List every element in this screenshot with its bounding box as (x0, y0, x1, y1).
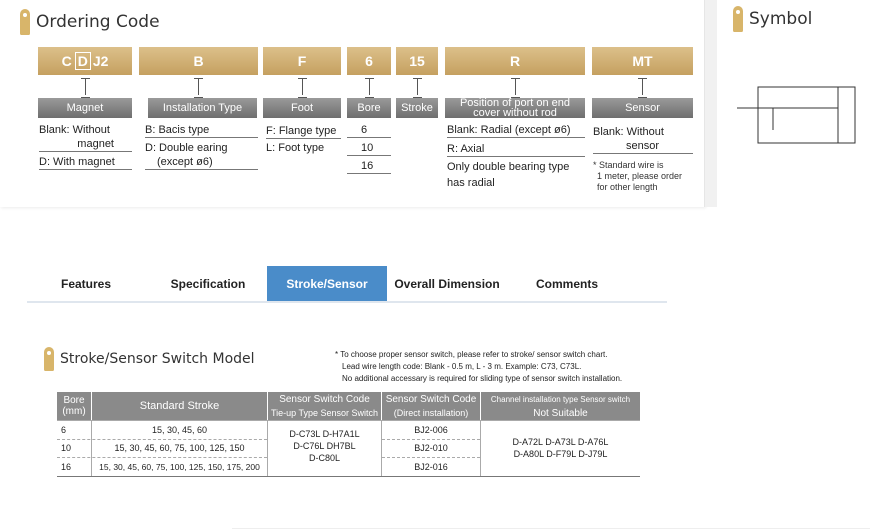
stroke-section-heading (44, 347, 255, 371)
code-box-foot: F (263, 47, 341, 75)
table-header-tieup: Sensor Switch Code (268, 392, 381, 406)
stroke-note: No additional accessary is required for sliding type of sensor switch installation. (342, 374, 623, 383)
section-tag-icon (44, 347, 54, 371)
connector-line (298, 78, 307, 96)
channel-code: D-A72L D-A73L D-A76L (512, 437, 609, 447)
magnet-option-blank-cont: magnet (39, 137, 132, 152)
tab-specification[interactable]: Specification (170, 276, 246, 291)
foot-option-f: F: Flange type (266, 124, 341, 139)
stroke-note: * To choose proper sensor switch, please refer to stroke/ sensor switch chart. (335, 350, 608, 359)
sensor-option-blank-cont: sensor (593, 139, 693, 154)
panel-separator (705, 0, 717, 207)
header-foot: Foot (263, 98, 341, 118)
table-header-channel-sub: Not Suitable (481, 406, 640, 420)
header-port (445, 98, 585, 118)
port-option-blank: Blank: Radial (except ø6) (447, 123, 585, 138)
tieup-code: D-C73L D-H7A1L (289, 429, 360, 439)
tieup-code: D-C76L DH7BL (293, 441, 356, 451)
magnet-option-d: D: With magnet (39, 155, 132, 170)
page-divider (232, 528, 870, 529)
code-box-bore: 6 (347, 47, 391, 75)
code-box-stroke: 15 (396, 47, 438, 75)
installation-option-d-cont: (except ø6) (145, 155, 258, 170)
table-cell-tieup-codes (268, 428, 381, 464)
sensor-note: * Standard wire is (593, 160, 664, 170)
table-header-bore (57, 392, 91, 420)
table-divider (57, 457, 267, 458)
connector-line (365, 78, 374, 96)
magnet-option-blank: Blank: Without (39, 124, 110, 136)
code-prefix-d: D (75, 52, 91, 70)
sensor-option-blank: Blank: Without (593, 126, 664, 138)
section-tag-icon (733, 6, 743, 32)
symbol-title: Symbol (749, 9, 813, 29)
sensor-note-cont: for other length (597, 182, 658, 192)
header-installation: Installation Type (148, 98, 257, 118)
header-sensor: Sensor (592, 98, 693, 118)
table-header-tieup-sub: Tie-up Type Sensor Switch (268, 406, 381, 420)
stroke-section-title: Stroke/Sensor Switch Model (60, 351, 255, 367)
ordering-code-panel (0, 0, 705, 207)
table-header-direct: Sensor Switch Code (382, 392, 480, 406)
tab-stroke-sensor[interactable]: Stroke/Sensor (267, 266, 387, 301)
port-option-note-cont: has radial (447, 177, 495, 189)
header-port-line2: cover without rod (473, 107, 557, 119)
port-option-r: R: Axial (447, 142, 585, 157)
table-divider (382, 457, 480, 458)
tieup-code: D-C80L (308, 453, 340, 463)
symbol-heading (733, 6, 812, 32)
ordering-code-heading (20, 9, 160, 35)
table-cell-stroke: 15, 30, 45, 60, 75, 100, 125, 150, 175, 200 (99, 462, 260, 472)
table-cell-bore: 6 (61, 425, 67, 435)
table-cell-direct: BJ2-016 (414, 462, 448, 472)
code-prefix-c: C (61, 53, 73, 69)
table-divider (57, 420, 640, 421)
table-header-direct-sub: (Direct installation) (382, 406, 480, 420)
code-prefix-j2: J2 (92, 53, 109, 69)
table-cell-bore: 16 (61, 462, 72, 472)
ordering-code-title: Ordering Code (36, 12, 160, 32)
symbol-panel (717, 0, 871, 207)
product-tabs (27, 266, 667, 303)
installation-option-b: B: Bacis type (145, 123, 258, 138)
table-cell-bore: 10 (61, 443, 72, 453)
bore-option: 6 (347, 123, 391, 138)
code-box-sensor: MT (592, 47, 693, 75)
cylinder-symbol-icon (733, 82, 871, 152)
channel-code: D-A80L D-F79L D-J79L (513, 449, 608, 459)
table-cell-direct: BJ2-006 (414, 425, 448, 435)
tab-comments[interactable]: Comments (535, 276, 598, 291)
connector-line (638, 78, 647, 96)
bore-option: 16 (347, 159, 391, 174)
connector-line (413, 78, 422, 96)
table-cell-channel-codes (481, 436, 640, 460)
connector-line (81, 78, 90, 96)
header-port-line1: Position of port on end (459, 97, 571, 109)
section-tag-icon (20, 9, 30, 35)
header-magnet: Magnet (38, 98, 132, 118)
table-cell-stroke: 15, 30, 45, 60 (151, 425, 208, 435)
code-box-port: R (445, 47, 585, 75)
foot-option-l: L: Foot type (266, 142, 325, 154)
stroke-note: Lead wire length code: Blank - 0.5 m, L - 3 m. Example: C73, C73L. (342, 362, 582, 371)
connector-line (511, 78, 520, 96)
table-header-channel: Channel installation type Sensor switch (481, 392, 640, 406)
code-box-installation: B (139, 47, 258, 75)
table-cell-direct: BJ2-010 (414, 443, 448, 453)
table-cell-stroke: 15, 30, 45, 60, 75, 100, 125, 150 (114, 443, 245, 453)
sensor-note-cont: 1 meter, please order (597, 171, 683, 181)
header-stroke: Stroke (396, 98, 438, 118)
table-header-stroke: Standard Stroke (92, 392, 267, 420)
connector-line (194, 78, 203, 96)
tab-overall-dimension[interactable]: Overall Dimension (394, 276, 500, 291)
table-divider (57, 476, 640, 477)
header-bore: Bore (347, 98, 391, 118)
code-box-model (38, 47, 132, 75)
installation-option-d: D: Double earing (145, 142, 228, 154)
table-header-bore-line2: (mm) (62, 406, 86, 417)
table-header-bore-line1: Bore (63, 395, 85, 406)
tab-features[interactable]: Features (60, 276, 112, 291)
port-option-note: Only double bearing type (447, 161, 570, 173)
bore-option: 10 (347, 141, 391, 156)
